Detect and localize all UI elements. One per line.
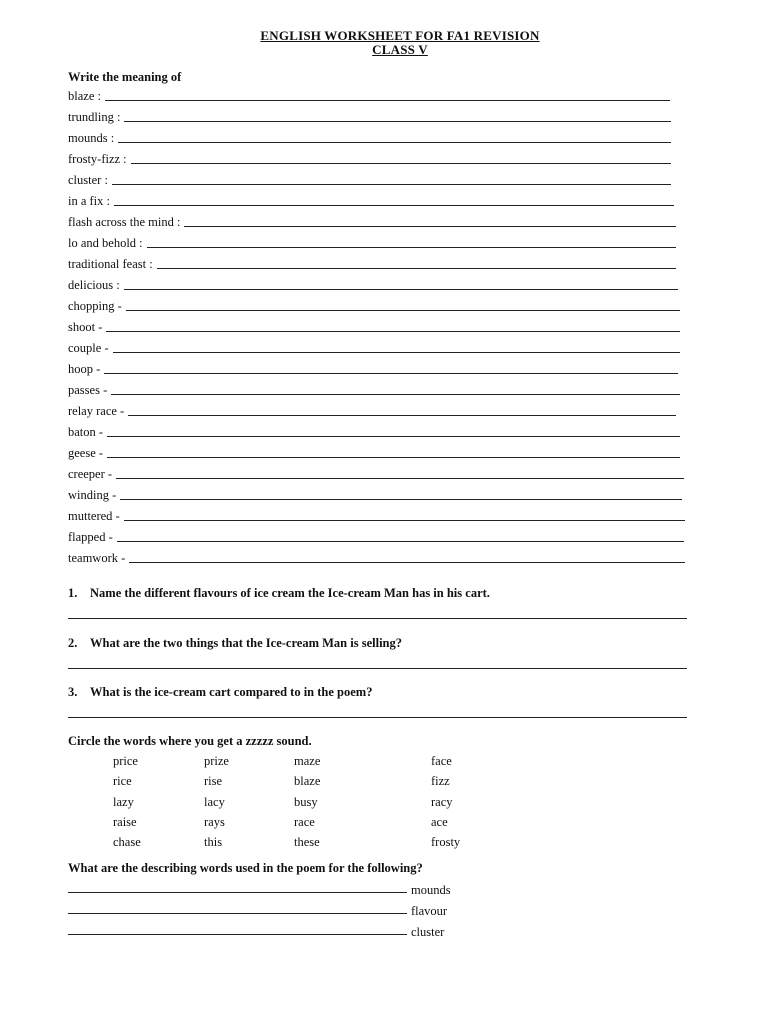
answer-blank[interactable]: [120, 489, 682, 500]
circle-word[interactable]: rise: [204, 774, 223, 789]
circle-word[interactable]: lacy: [204, 794, 225, 809]
describing-blank[interactable]: [68, 892, 407, 893]
circle-word[interactable]: price: [113, 754, 138, 768]
describing-noun: mounds: [411, 883, 451, 897]
meaning-term: lo and behold :: [68, 236, 143, 250]
answer-blank[interactable]: [113, 342, 680, 353]
meaning-term: muttered -: [68, 509, 120, 523]
circle-word[interactable]: blaze: [294, 774, 321, 789]
meaning-term: in a fix :: [68, 194, 111, 208]
circle-word[interactable]: chase: [113, 835, 141, 850]
circle-word[interactable]: busy: [294, 794, 318, 809]
circle-word[interactable]: maze: [294, 754, 321, 768]
answer-blank[interactable]: [157, 258, 676, 269]
meanings-heading: Write the meaning of: [68, 70, 182, 84]
answer-blank[interactable]: [107, 426, 680, 437]
answer-line[interactable]: [68, 618, 687, 619]
circle-word[interactable]: frosty: [431, 835, 461, 850]
circle-word[interactable]: lazy: [113, 794, 134, 809]
question-text: What are the two things that the Ice-cream Man is selling?: [90, 636, 403, 650]
answer-blank[interactable]: [112, 174, 671, 185]
meaning-row: [68, 214, 676, 230]
describing-noun: cluster: [411, 925, 445, 939]
circle-word[interactable]: race: [294, 814, 315, 829]
meaning-term: frosty-fizz :: [68, 152, 127, 166]
question: [68, 586, 490, 601]
question-text: Name the different flavours of ice cream the Ice-cream Man has in his cart.: [90, 586, 490, 600]
circle-word[interactable]: fizz: [431, 774, 450, 789]
circle-word[interactable]: this: [204, 835, 223, 850]
meaning-term: geese -: [68, 446, 104, 460]
meaning-row: [68, 235, 676, 251]
meaning-row: [68, 109, 671, 125]
meaning-term: creeper -: [68, 467, 113, 481]
circle-word[interactable]: these: [294, 835, 320, 850]
question: [68, 685, 372, 700]
meaning-term: delicious :: [68, 278, 120, 292]
answer-blank[interactable]: [129, 552, 685, 563]
meaning-row: [68, 172, 671, 188]
meaning-row: [68, 319, 680, 335]
meaning-row: [68, 130, 671, 146]
meaning-term: baton -: [68, 425, 104, 439]
worksheet-title: ENGLISH WORKSHEET FOR FA1 REVISION: [260, 28, 540, 43]
meaning-row: [68, 529, 684, 545]
answer-blank[interactable]: [117, 531, 684, 542]
meaning-row: [68, 151, 671, 167]
meaning-row: [68, 508, 685, 524]
circle-word[interactable]: raise: [113, 814, 137, 829]
answer-blank[interactable]: [124, 510, 685, 521]
question-text: What is the ice-cream cart compared to in the poem?: [90, 685, 373, 699]
answer-line[interactable]: [68, 717, 687, 718]
answer-blank[interactable]: [105, 90, 670, 101]
answer-blank[interactable]: [124, 279, 678, 290]
meaning-row: [68, 466, 684, 482]
meaning-term: passes -: [68, 383, 108, 397]
meaning-row: [68, 277, 678, 293]
answer-line[interactable]: [68, 668, 687, 669]
describing-blank[interactable]: [68, 913, 407, 914]
meaning-row: [68, 340, 680, 356]
circle-word[interactable]: rays: [204, 814, 225, 829]
meaning-term: trundling :: [68, 110, 121, 124]
meaning-row: [68, 424, 680, 440]
answer-blank[interactable]: [106, 321, 680, 332]
meaning-term: shoot -: [68, 320, 103, 334]
describing-noun: flavour: [411, 904, 448, 918]
meaning-row: [68, 550, 685, 566]
describing-blank[interactable]: [68, 934, 407, 935]
answer-blank[interactable]: [111, 384, 680, 395]
answer-blank[interactable]: [147, 237, 676, 248]
meaning-term: traditional feast :: [68, 257, 153, 271]
circle-word[interactable]: prize: [204, 754, 229, 768]
meaning-row: [68, 382, 680, 398]
circle-word[interactable]: racy: [431, 794, 453, 809]
meaning-row: [68, 88, 670, 104]
meaning-row: [68, 298, 680, 314]
answer-blank[interactable]: [126, 300, 680, 311]
answer-blank[interactable]: [114, 195, 674, 206]
circle-word[interactable]: face: [431, 754, 452, 768]
meaning-row: [68, 487, 682, 503]
answer-blank[interactable]: [131, 153, 671, 164]
question: [68, 636, 402, 651]
meaning-term: hoop -: [68, 362, 101, 376]
meaning-term: chopping -: [68, 299, 122, 313]
meaning-row: [68, 403, 676, 419]
circle-heading: Circle the words where you get a zzzzz sound.: [68, 734, 312, 748]
meaning-term: cluster :: [68, 173, 108, 187]
answer-blank[interactable]: [184, 216, 676, 227]
meaning-term: blaze :: [68, 89, 101, 103]
answer-blank[interactable]: [116, 468, 684, 479]
meaning-row: [68, 256, 676, 272]
meaning-term: flapped -: [68, 530, 113, 544]
meaning-term: couple -: [68, 341, 109, 355]
question-number: 3.: [68, 685, 78, 699]
question-number: 1.: [68, 586, 78, 600]
meaning-term: relay race -: [68, 404, 125, 418]
meaning-term: winding -: [68, 488, 117, 502]
answer-blank[interactable]: [104, 363, 678, 374]
answer-blank[interactable]: [118, 132, 671, 143]
answer-blank[interactable]: [128, 405, 676, 416]
describing-heading: What are the describing words used in the poem for the following?: [68, 861, 423, 875]
answer-blank[interactable]: [124, 111, 671, 122]
answer-blank[interactable]: [107, 447, 680, 458]
worksheet-class: CLASS V: [372, 42, 428, 57]
meaning-row: [68, 361, 678, 377]
circle-word[interactable]: ace: [431, 814, 448, 829]
meaning-term: mounds :: [68, 131, 115, 145]
meaning-term: flash across the mind :: [68, 215, 181, 229]
meaning-row: [68, 193, 674, 209]
circle-word[interactable]: rice: [113, 774, 132, 789]
meaning-term: teamwork -: [68, 551, 126, 565]
meaning-row: [68, 445, 680, 461]
question-number: 2.: [68, 636, 78, 650]
